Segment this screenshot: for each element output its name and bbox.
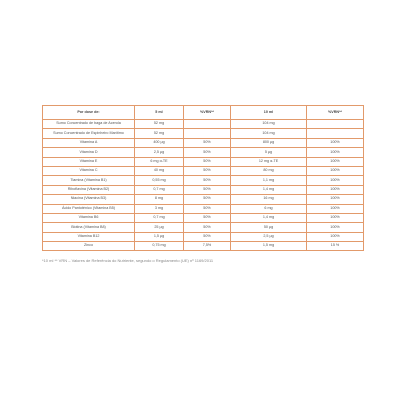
vrn-10ml-cell bbox=[307, 129, 364, 138]
vrn-5ml-cell: 50% bbox=[184, 176, 231, 185]
table-row bbox=[43, 148, 364, 157]
vrn-5ml-cell: 50% bbox=[184, 166, 231, 175]
vrn-10ml-cell: 100% bbox=[307, 176, 364, 185]
vrn-10ml-cell: 100% bbox=[307, 166, 364, 175]
amount-5ml-cell: 0,7 mg bbox=[135, 213, 184, 222]
nutrient-name-cell: Biotina (Vitamina B8) bbox=[43, 223, 135, 232]
amount-10ml-cell: 1,4 mg bbox=[231, 213, 307, 222]
amount-5ml-cell: 2,5 µg bbox=[135, 148, 184, 157]
vrn-10ml-cell bbox=[307, 120, 364, 129]
amount-5ml-cell: 25 µg bbox=[135, 223, 184, 232]
amount-5ml-cell: 52 mg bbox=[135, 120, 184, 129]
amount-5ml-cell: 400 µg bbox=[135, 138, 184, 147]
vrn-5ml-cell: 50% bbox=[184, 138, 231, 147]
table-body bbox=[43, 120, 364, 251]
nutrient-name-cell: Ácido Pantoténico (Vitamina B5) bbox=[43, 204, 135, 213]
amount-5ml-cell: 52 mg bbox=[135, 129, 184, 138]
amount-10ml-cell: 16 mg bbox=[231, 195, 307, 204]
amount-10ml-cell: 104 mg bbox=[231, 120, 307, 129]
table-row bbox=[43, 242, 364, 251]
nutrient-name-cell: Vitamina B6 bbox=[43, 213, 135, 222]
vrn-5ml-cell: 50% bbox=[184, 185, 231, 194]
header-vrn-10ml: %VRN** bbox=[307, 106, 364, 120]
table-row bbox=[43, 195, 364, 204]
vrn-5ml-cell: 50% bbox=[184, 148, 231, 157]
nutrition-table bbox=[42, 105, 364, 251]
vrn-10ml-cell: 100% bbox=[307, 213, 364, 222]
nutrient-name-cell: Vitamina A bbox=[43, 138, 135, 147]
amount-10ml-cell: 1,5 mg bbox=[231, 242, 307, 251]
vrn-5ml-cell: 50% bbox=[184, 157, 231, 166]
table-row bbox=[43, 213, 364, 222]
vrn-10ml-cell: 100% bbox=[307, 195, 364, 204]
amount-10ml-cell: 12 mg α-TE bbox=[231, 157, 307, 166]
amount-5ml-cell: 6 mg α-TE bbox=[135, 157, 184, 166]
vrn-10ml-cell: 100% bbox=[307, 223, 364, 232]
table-row bbox=[43, 223, 364, 232]
header-dose: Por dose de: bbox=[43, 106, 135, 120]
amount-10ml-cell: 50 µg bbox=[231, 223, 307, 232]
vrn-5ml-cell: 50% bbox=[184, 204, 231, 213]
nutrient-name-cell: Zinco bbox=[43, 242, 135, 251]
table-row bbox=[43, 176, 364, 185]
amount-5ml-cell: 40 mg bbox=[135, 166, 184, 175]
amount-5ml-cell: 0,7 mg bbox=[135, 185, 184, 194]
vrn-10ml-cell: 100% bbox=[307, 204, 364, 213]
amount-5ml-cell: 0,75 mg bbox=[135, 242, 184, 251]
table-header-row bbox=[43, 106, 364, 120]
amount-5ml-cell: 1,5 µg bbox=[135, 232, 184, 241]
vrn-10ml-cell: 100% bbox=[307, 148, 364, 157]
table-row bbox=[43, 204, 364, 213]
nutrient-name-cell: Tiamina (Vitamina B1) bbox=[43, 176, 135, 185]
vrn-10ml-cell: 100% bbox=[307, 232, 364, 241]
nutrient-name-cell: Vitamina E bbox=[43, 157, 135, 166]
vrn-5ml-cell bbox=[184, 129, 231, 138]
nutrient-name-cell: Riboflavina (Vitamina B2) bbox=[43, 185, 135, 194]
vrn-10ml-cell: 100% bbox=[307, 138, 364, 147]
vrn-10ml-cell: 15 % bbox=[307, 242, 364, 251]
vrn-5ml-cell: 50% bbox=[184, 223, 231, 232]
nutrient-name-cell: Vitamina C bbox=[43, 166, 135, 175]
nutrient-name-cell: Vitamina D bbox=[43, 148, 135, 157]
table-row bbox=[43, 185, 364, 194]
nutrient-name-cell: Sumo Concentrado de baga de Acerola bbox=[43, 120, 135, 129]
vrn-5ml-cell: 50% bbox=[184, 213, 231, 222]
vrn-5ml-cell: 7,5% bbox=[184, 242, 231, 251]
amount-10ml-cell: 2,5 µg bbox=[231, 232, 307, 241]
vrn-5ml-cell: 50% bbox=[184, 232, 231, 241]
footnote: *10 ml ** VRN – Valores de Referência do Nutriente, segundo o Regulamento (UE) nº 1169/2011 bbox=[42, 258, 214, 263]
amount-10ml-cell: 5 µg bbox=[231, 148, 307, 157]
table-row bbox=[43, 120, 364, 129]
vrn-10ml-cell: 100% bbox=[307, 185, 364, 194]
vrn-5ml-cell bbox=[184, 120, 231, 129]
vrn-10ml-cell: 100% bbox=[307, 157, 364, 166]
table-row bbox=[43, 166, 364, 175]
amount-10ml-cell: 104 mg bbox=[231, 129, 307, 138]
amount-10ml-cell: 80 mg bbox=[231, 166, 307, 175]
table-row bbox=[43, 232, 364, 241]
header-5ml: 5 ml bbox=[135, 106, 184, 120]
amount-10ml-cell: 1,1 mg bbox=[231, 176, 307, 185]
vrn-5ml-cell: 50% bbox=[184, 195, 231, 204]
table-row bbox=[43, 157, 364, 166]
amount-5ml-cell: 3 mg bbox=[135, 204, 184, 213]
amount-10ml-cell: 1,4 mg bbox=[231, 185, 307, 194]
table-row bbox=[43, 138, 364, 147]
amount-5ml-cell: 0,55 mg bbox=[135, 176, 184, 185]
amount-10ml-cell: 800 µg bbox=[231, 138, 307, 147]
nutrient-name-cell: Vitamina B12 bbox=[43, 232, 135, 241]
header-10ml: 10 ml bbox=[231, 106, 307, 120]
amount-5ml-cell: 8 mg bbox=[135, 195, 184, 204]
header-vrn-5ml: %VRN** bbox=[184, 106, 231, 120]
table-row bbox=[43, 129, 364, 138]
nutrient-name-cell: Sumo Concentrado de Espinheiro Marítimo bbox=[43, 129, 135, 138]
nutrient-name-cell: Niacina (Vitamina B3) bbox=[43, 195, 135, 204]
amount-10ml-cell: 6 mg bbox=[231, 204, 307, 213]
